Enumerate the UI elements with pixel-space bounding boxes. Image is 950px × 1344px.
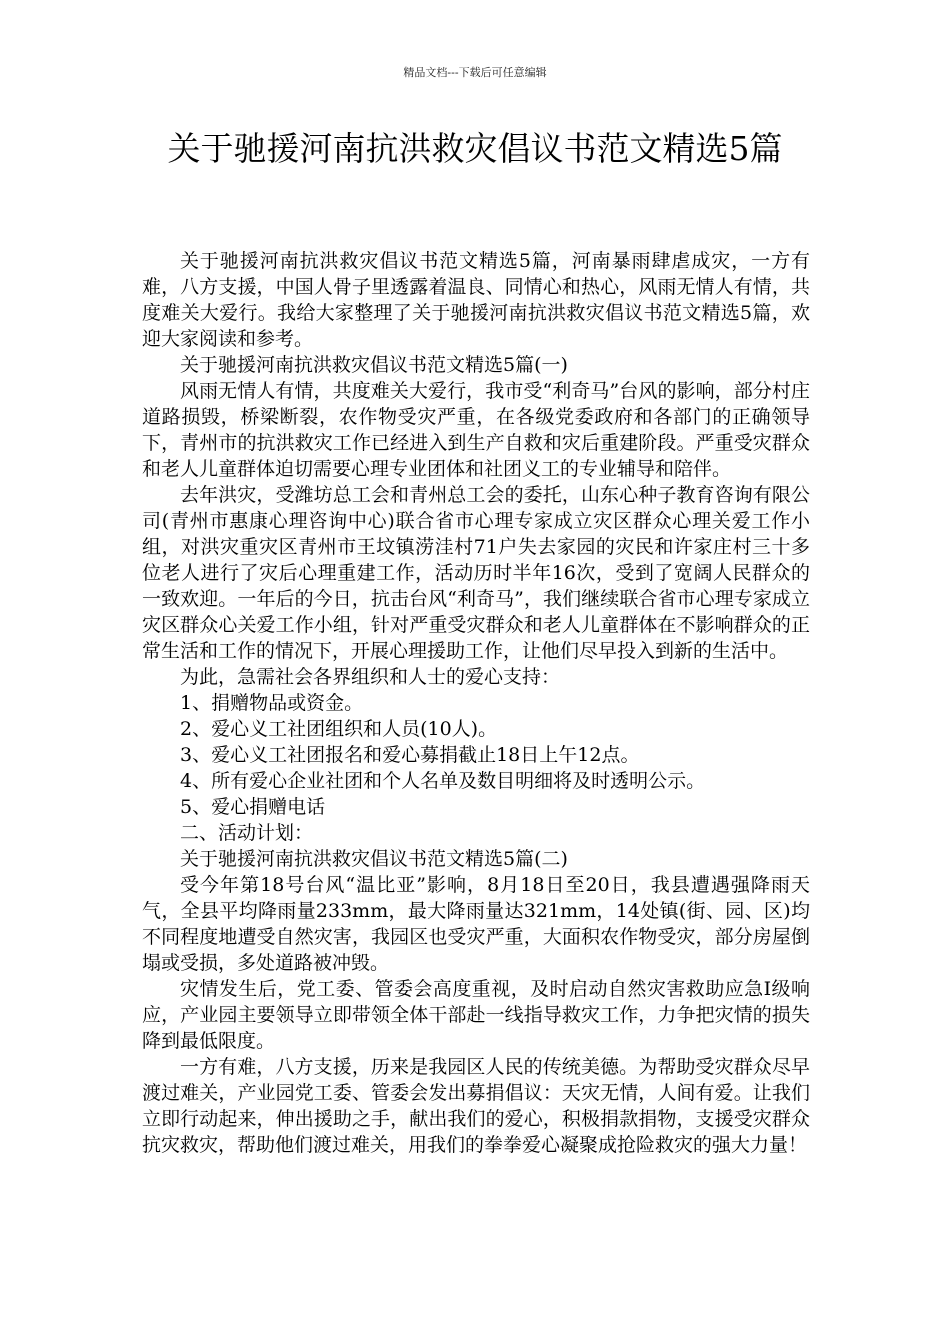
list-item: 3、爱心义工社团报名和爱心募捐截止18日上午12点。 — [180, 744, 640, 766]
body-paragraph: 去年洪灾，受潍坊总工会和青州总工会的委托，山东心种子教育咨询有限公司(青州市惠康心理咨询中心)联合省市心理专家成立灾区群众心理关爱工作小组，对洪灾重灾区青州市王坟镇涝洼村71户失去家园的灾民和许家庄村三十多位老人进行了灾后心理重建工作，活动历时半年16次，受到了宽阔人民群众的一致欢迎。一年后的今日，抗击台风“利奇马”，我们继续联合省市心理专家成立灾区群众心关爱工作小组，针对严重受灾群众和老人儿童群体在不影响群众的正常生活和工作的情况下，开展心理援助工作，让他们尽早投入到新的生活中。 — [142, 484, 810, 662]
body-paragraph: 为此，急需社会各界组织和人士的爱心支持： — [180, 666, 561, 688]
document-body — [142, 248, 810, 1158]
list-item: 4、所有爱心企业社团和个人名单及数目明细将及时透明公示。 — [180, 770, 706, 792]
section-heading-2: 关于驰援河南抗洪救灾倡议书范文精选5篇(二) — [180, 848, 568, 870]
list-item: 5、爱心捐赠电话 — [180, 796, 326, 818]
body-paragraph: 一方有难，八方支援，历来是我园区人民的传统美德。为帮助受灾群众尽早渡过难关，产业园党工委、管委会发出募捐倡议：天灾无情，人间有爱。让我们立即行动起来，伸出援助之手，献出我们的爱心，积极捐款捐物，支援受灾群众抗灾救灾，帮助他们渡过难关，用我们的拳拳爱心凝聚成抢险救灾的强大力量！ — [142, 1056, 810, 1156]
list-item: 1、捐赠物品或资金。 — [180, 692, 364, 714]
body-paragraph: 灾情发生后，党工委、管委会高度重视，及时启动自然灾害救助应急Ⅰ级响应，产业园主要领导立即带领全体干部赴一线指导救灾工作，力争把灾情的损失降到最低限度。 — [142, 978, 810, 1052]
header-note: 精品文档---下载后可任意编辑 — [403, 66, 547, 79]
list-item: 2、爱心义工社团组织和人员(10人)。 — [180, 718, 498, 740]
body-paragraph: 风雨无情人有情，共度难关大爱行，我市受“利奇马”台风的影响，部分村庄道路损毁，桥梁断裂，农作物受灾严重，在各级党委政府和各部门的正确领导下，青州市的抗洪救灾工作已经进入到生产自救和灾后重建阶段。严重受灾群众和老人儿童群体迫切需要心理专业团体和社团义工的专业辅导和陪伴。 — [142, 380, 810, 480]
document-title: 关于驰援河南抗洪救灾倡议书范文精选5篇 — [167, 129, 783, 168]
intro-paragraph: 关于驰援河南抗洪救灾倡议书范文精选5篇，河南暴雨肆虐成灾，一方有难，八方支援，中国人骨子里透露着温良、同情心和热心，风雨无情人有情，共度难关大爱行。我给大家整理了关于驰援河南抗洪救灾倡议书范文精选5篇，欢迎大家阅读和参考。 — [142, 250, 810, 350]
body-paragraph: 受今年第18号台风“温比亚”影响，8月18日至20日，我县遭遇强降雨天气，全县平均降雨量233mm，最大降雨量达321mm，14处镇(街、园、区)均不同程度地遭受自然灾害，我园区也受灾严重，大面积农作物受灾，部分房屋倒塌或受损，多处道路被冲毁。 — [142, 874, 810, 974]
subheading: 二、活动计划： — [180, 822, 314, 844]
section-heading-1: 关于驰援河南抗洪救灾倡议书范文精选5篇(一) — [180, 354, 568, 376]
